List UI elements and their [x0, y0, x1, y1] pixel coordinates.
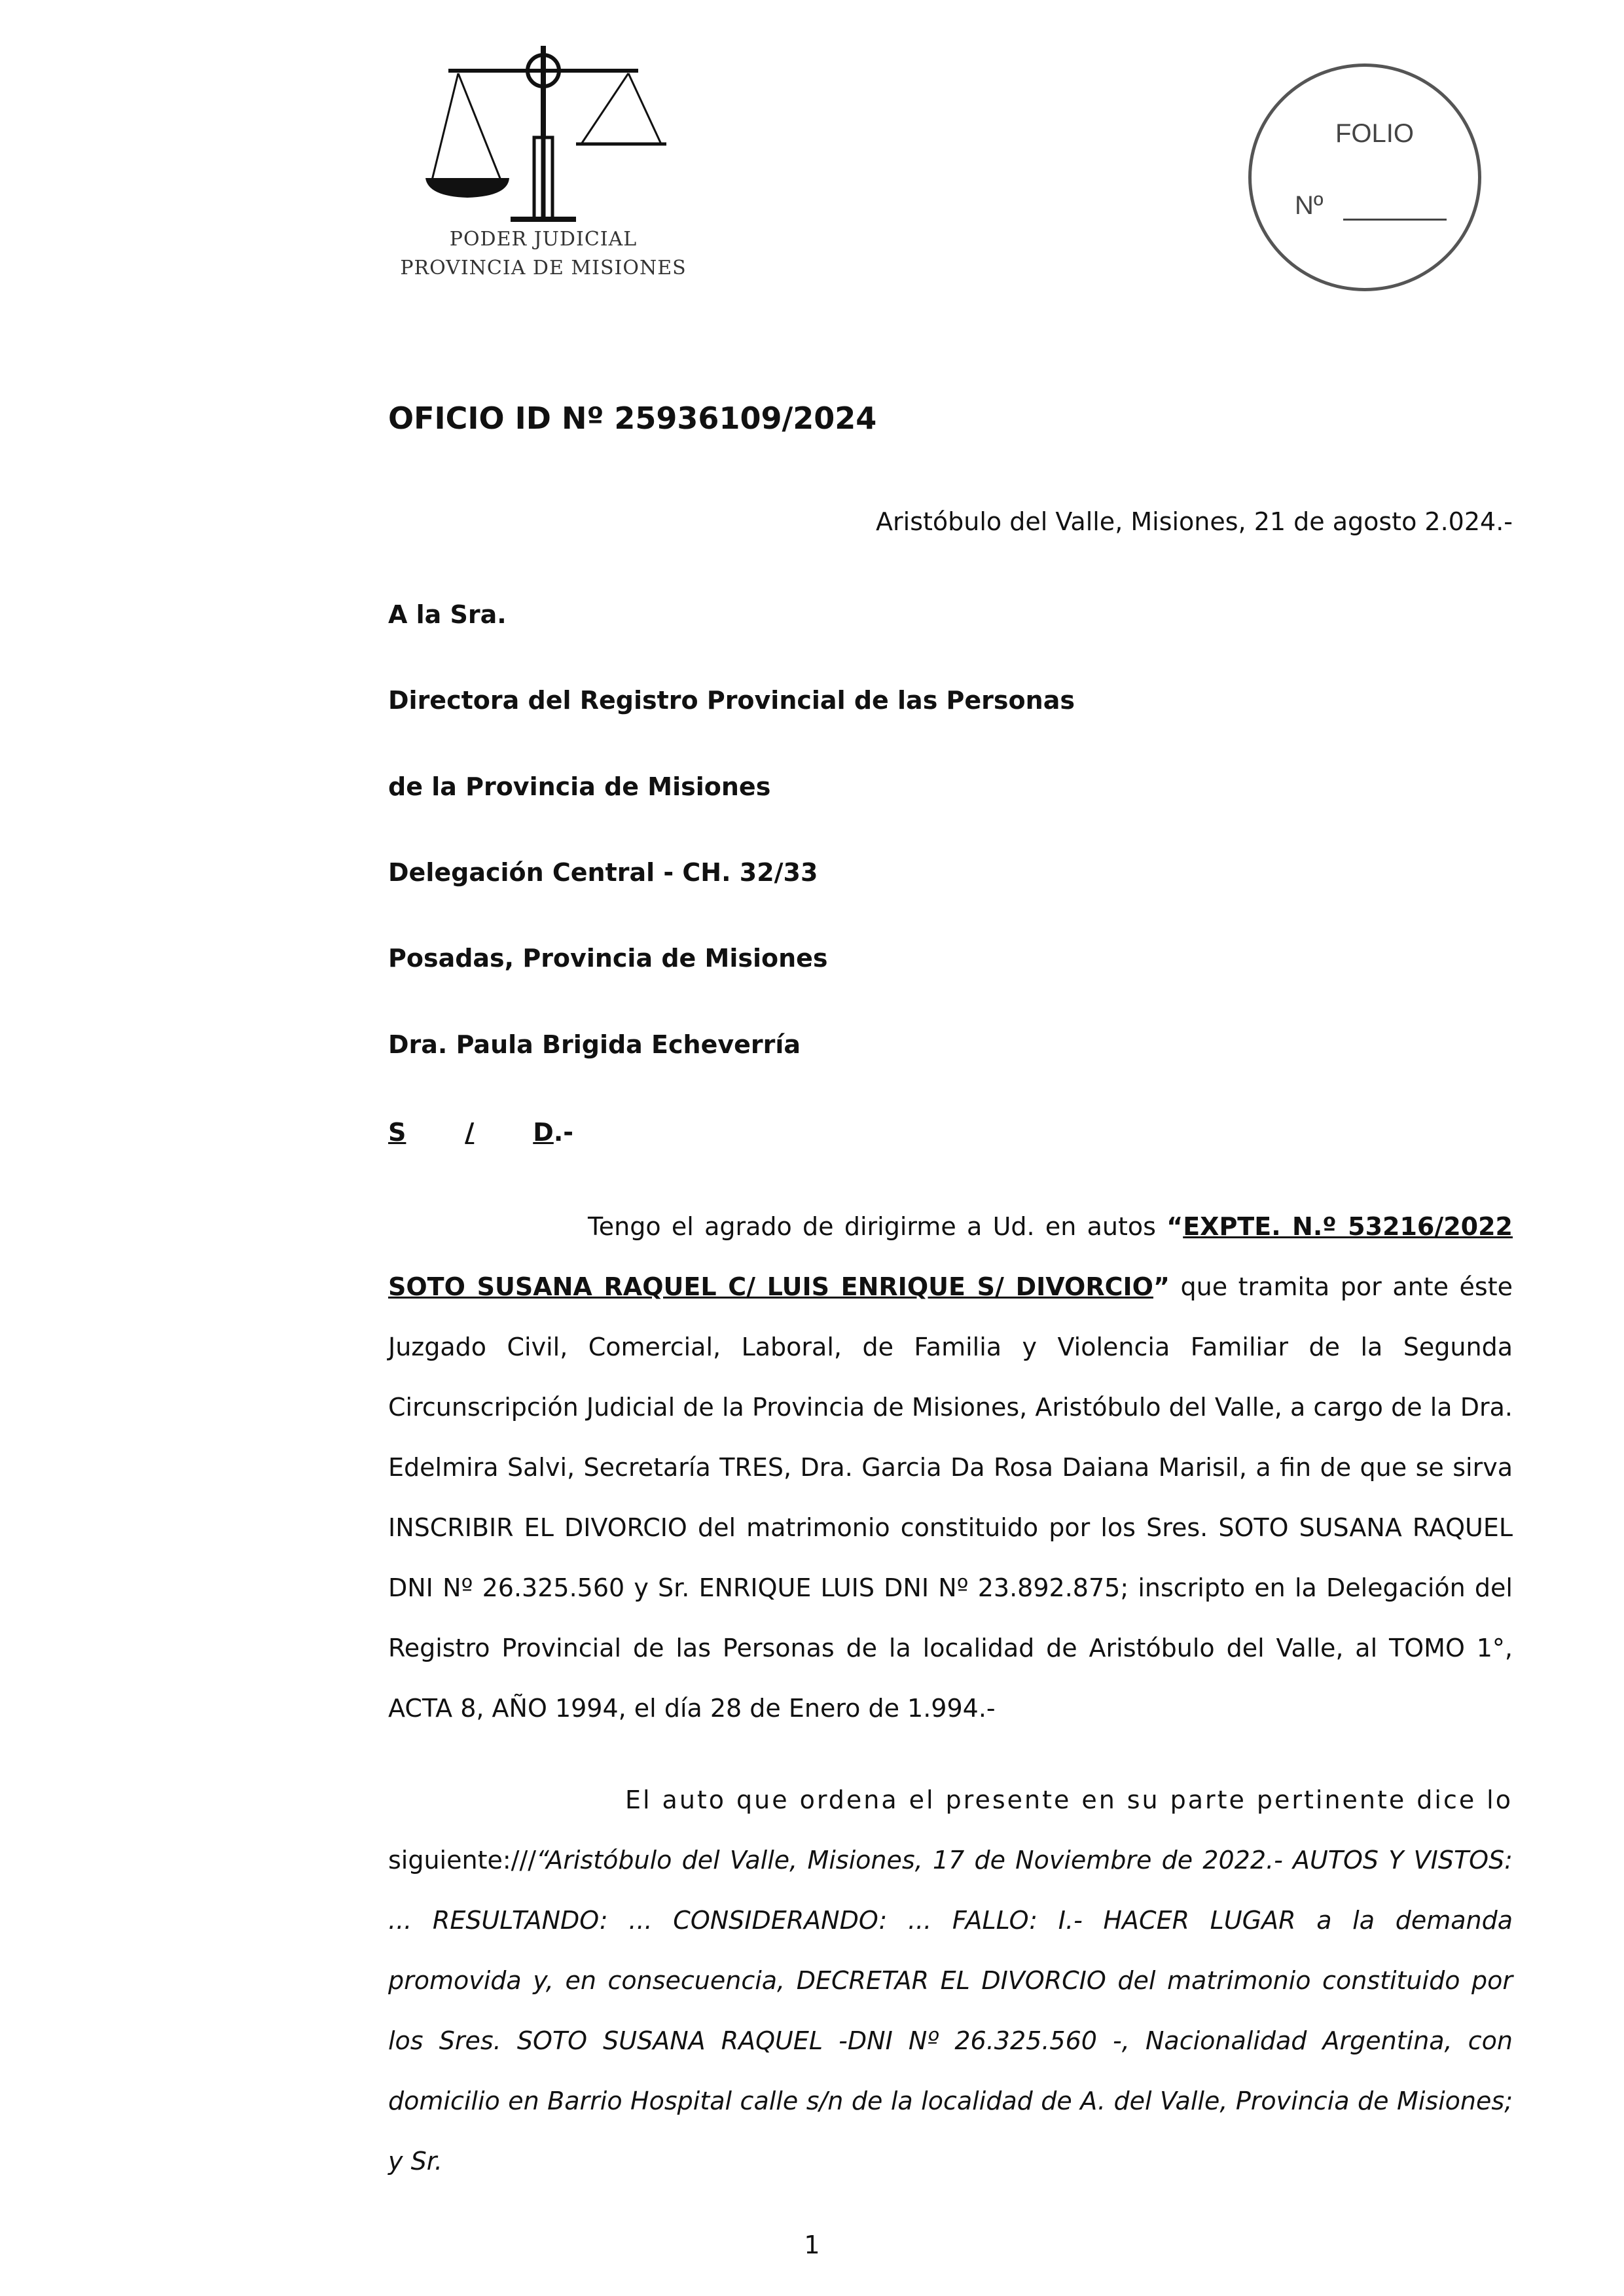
recipient-line-2: Directora del Registro Provincial de las Personas [388, 686, 1075, 715]
folio-number-blank [1343, 219, 1447, 221]
paragraph-2-intro: El auto que ordena el presente en su parte pertinente dice lo [625, 1785, 1513, 1814]
recipient-line-1: A la Sra. [388, 600, 507, 629]
case-number: EXPTE. N.º 53216/2022 SOTO SUSANA RAQUEL C/ LUIS ENRIQUE S/ DIVORCIO [388, 1212, 1513, 1301]
sd-slash: / [465, 1118, 475, 1147]
paragraph-1-intro: Tengo el agrado de dirigirme a Ud. en autos [588, 1212, 1167, 1241]
document-title: OFICIO ID Nº 25936109/2024 [388, 401, 877, 436]
paragraph-1-body: que tramita por ante éste Juzgado Civil, Comercial, Laboral, de Familia y Violencia Familiar de la Segunda Circunscripción Judicial de la Provincia de Misiones, Aristóbulo del Valle, a cargo de la Dra. Edelmira Salvi, Secretaría TRES, Dra. Garcia Da Rosa Daiana Marisil, a fin de que se sirva INSCRIBIR EL DIVORCIO del matrimonio constituido por los Sres. SOTO SUSANA RAQUEL DNI Nº 26.325.560 y Sr. ENRIQUE LUIS DNI Nº 23.892.875; inscripto en la Delegación del Registro Provincial de las Personas de la localidad de Aristóbulo del Valle, al TOMO 1°, ACTA 8, AÑO 1994, el día 28 de Enero de 1.994.- [388, 1272, 1513, 1723]
recipient-line-5: Posadas, Provincia de Misiones [388, 944, 828, 973]
scales-of-justice-icon [419, 39, 668, 223]
paragraph-2 [388, 1770, 1513, 2191]
folio-stamp [1248, 63, 1481, 291]
folio-number-label: Nº [1295, 191, 1324, 220]
court-ruling-quote: “Aristóbulo del Valle, Misiones, 17 de Noviembre de 2022.- AUTOS Y VISTOS: ... RESULTANDO: ... CONSIDERANDO: ... FALLO: I.- HACER LUGAR a la demanda promovida y, en consecuencia, DECRETAR EL DIVORCIO del matrimonio constituido por los Sres. SOTO SUSANA RAQUEL -DNI Nº 26.325.560 -, Nacionalidad Argentina, con domicilio en Barrio Hospital calle s/n de la localidad de A. del Valle, Provincia de Misiones; y Sr. [388, 1846, 1513, 2176]
sd-d: D [533, 1118, 554, 1147]
recipient-line-6: Dra. Paula Brigida Echeverría [388, 1030, 801, 1059]
recipient-line-3: de la Provincia de Misiones [388, 772, 771, 801]
paragraph-1-open-quote: “ [1166, 1212, 1183, 1241]
salutation-sd [388, 1118, 573, 1147]
logo-text-line1: PODER JUDICIAL [449, 228, 638, 251]
document-date: Aristóbulo del Valle, Misiones, 21 de agosto 2.024.- [876, 507, 1513, 536]
sd-s: S [388, 1118, 406, 1147]
paragraph-1 [388, 1196, 1513, 1738]
logo-text-line2: PROVINCIA DE MISIONES [400, 257, 687, 279]
paragraph-2-lead: siguiente:/// [388, 1846, 537, 1874]
paragraph-1-close-quote: ” [1153, 1272, 1170, 1301]
folio-title: FOLIO [1335, 119, 1415, 148]
page-number: 1 [804, 2231, 820, 2259]
sd-end: .- [553, 1118, 574, 1147]
recipient-line-4: Delegación Central - CH. 32/33 [388, 858, 818, 887]
court-logo [393, 39, 694, 288]
